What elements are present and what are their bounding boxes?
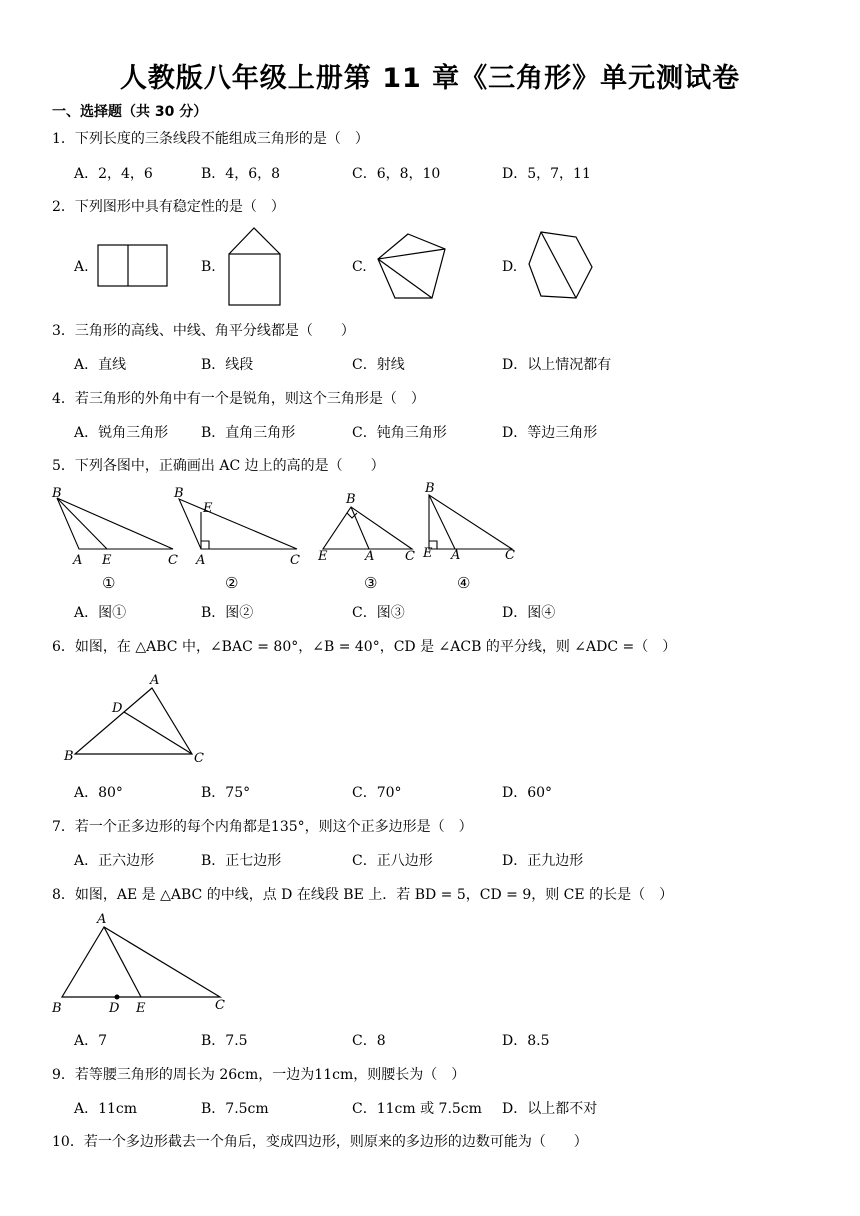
q6-label-a: A xyxy=(150,673,160,688)
q5f1-label-a: A xyxy=(73,553,83,568)
q1-option-c[interactable]: C．6，8，10 xyxy=(352,166,441,182)
q3-option-c[interactable]: C．射线 xyxy=(352,357,405,373)
question-6-stem: 6．如图，在 △ABC 中，∠BAC = 80°，∠B = 40°，CD 是 ∠ACB 的平分线，则 ∠ADC =（ ） xyxy=(52,639,677,655)
q8-option-b[interactable]: B．7.5 xyxy=(201,1033,248,1049)
q5f3-label-a: A xyxy=(365,549,375,564)
question-9-stem: 9．若等腰三角形的周长为 26cm，一边为11cm，则腰长为（ ） xyxy=(52,1067,466,1083)
q5f2-label-e: E xyxy=(203,501,213,516)
q5-option-b[interactable]: B．图② xyxy=(201,605,254,621)
q5f4-label-a: A xyxy=(451,548,461,563)
q5f2-label-c: C xyxy=(290,553,300,568)
q1-option-b[interactable]: B．4，6，8 xyxy=(201,166,281,182)
q6-option-c[interactable]: C．70° xyxy=(352,785,402,801)
question-7-stem: 7．若一个正多边形的每个内角都是135°，则这个正多边形是（ ） xyxy=(52,819,473,835)
q9-option-b[interactable]: B．7.5cm xyxy=(201,1101,269,1117)
q8-option-d[interactable]: D．8.5 xyxy=(502,1033,550,1049)
q2-option-a[interactable]: A. xyxy=(74,259,89,275)
q5-caption-2: ② xyxy=(225,574,239,592)
q2-option-b[interactable]: B. xyxy=(201,259,216,275)
q6-option-d[interactable]: D．60° xyxy=(502,785,553,801)
q6-option-a[interactable]: A．80° xyxy=(74,785,123,801)
q9-option-c[interactable]: C．11cm 或 7.5cm xyxy=(352,1101,482,1117)
q5-caption-1: ① xyxy=(102,574,116,592)
question-10-stem: 10．若一个多边形截去一个角后，变成四边形，则原来的多边形的边数可能为（ ） xyxy=(52,1134,588,1150)
q5f3-label-e: E xyxy=(318,549,328,564)
q4-option-c[interactable]: C．钝角三角形 xyxy=(352,425,447,441)
q8-label-e: E xyxy=(136,1001,146,1016)
q4-option-d[interactable]: D．等边三角形 xyxy=(502,425,598,441)
question-4-stem: 4．若三角形的外角中有一个是锐角，则这个三角形是（ ） xyxy=(52,391,425,407)
q9-option-a[interactable]: A．11cm xyxy=(74,1101,138,1117)
q5f4-label-b: B xyxy=(425,481,435,496)
q5f1-label-b: B xyxy=(52,486,62,501)
q8-label-c: C xyxy=(215,998,225,1013)
q8-option-a[interactable]: A．7 xyxy=(74,1033,108,1049)
q3-option-a[interactable]: A．直线 xyxy=(74,357,127,373)
q5-caption-3: ③ xyxy=(364,574,378,592)
q5f1-label-c: C xyxy=(168,553,178,568)
question-8-stem: 8．如图，AE 是 △ABC 的中线，点 D 在线段 BE 上．若 BD = 5，CD = 9，则 CE 的长是（ ） xyxy=(52,887,674,903)
q4-option-b[interactable]: B．直角三角形 xyxy=(201,425,296,441)
q8-label-b: B xyxy=(52,1001,62,1016)
q5f4-label-e: E xyxy=(423,546,433,561)
q9-option-d[interactable]: D．以上都不对 xyxy=(502,1101,598,1117)
question-5-stem: 5．下列各图中，正确画出 AC 边上的高的是（ ） xyxy=(52,458,385,474)
q7-option-b[interactable]: B．正七边形 xyxy=(201,853,282,869)
q7-option-a[interactable]: A．正六边形 xyxy=(74,853,155,869)
q5f3-label-b: B xyxy=(346,492,356,507)
q5f4-label-c: C xyxy=(505,548,515,563)
q6-label-b: B xyxy=(64,749,74,764)
section-heading: 一、选择题（共 30 分） xyxy=(52,104,208,120)
q5f1-label-e: E xyxy=(102,553,112,568)
q3-option-b[interactable]: B．线段 xyxy=(201,357,254,373)
q6-option-b[interactable]: B．75° xyxy=(201,785,251,801)
q2-option-c[interactable]: C. xyxy=(352,259,367,275)
q7-option-c[interactable]: C．正八边形 xyxy=(352,853,433,869)
q5-option-d[interactable]: D．图④ xyxy=(502,605,556,621)
page-title: 人教版八年级上册第 11 章《三角形》单元测试卷 xyxy=(119,63,741,94)
q8-point-d xyxy=(115,995,120,1000)
question-2-stem: 2．下列图形中具有稳定性的是（ ） xyxy=(52,199,285,215)
q5f2-label-b: B xyxy=(174,486,184,501)
q6-label-d: D xyxy=(112,701,123,716)
q6-label-c: C xyxy=(194,751,204,766)
q5-caption-4: ④ xyxy=(457,574,471,592)
q4-option-a[interactable]: A．锐角三角形 xyxy=(74,425,169,441)
q5f3-label-c: C xyxy=(405,549,415,564)
q1-option-d[interactable]: D．5，7，11 xyxy=(502,166,591,182)
q5f2-label-a: A xyxy=(196,553,206,568)
q5-option-a[interactable]: A．图① xyxy=(74,605,127,621)
question-1-stem: 1．下列长度的三条线段不能组成三角形的是（ ） xyxy=(52,131,369,147)
q3-option-d[interactable]: D．以上情况都有 xyxy=(502,357,612,373)
q8-label-d: D xyxy=(109,1001,120,1016)
q1-option-a[interactable]: A．2，4，6 xyxy=(74,166,153,182)
q5-option-c[interactable]: C．图③ xyxy=(352,605,405,621)
q2-option-d[interactable]: D. xyxy=(502,259,518,275)
q7-option-d[interactable]: D．正九边形 xyxy=(502,853,584,869)
q8-option-c[interactable]: C．8 xyxy=(352,1033,386,1049)
q8-label-a: A xyxy=(97,912,107,927)
question-3-stem: 3．三角形的高线、中线、角平分线都是（ ） xyxy=(52,323,355,339)
